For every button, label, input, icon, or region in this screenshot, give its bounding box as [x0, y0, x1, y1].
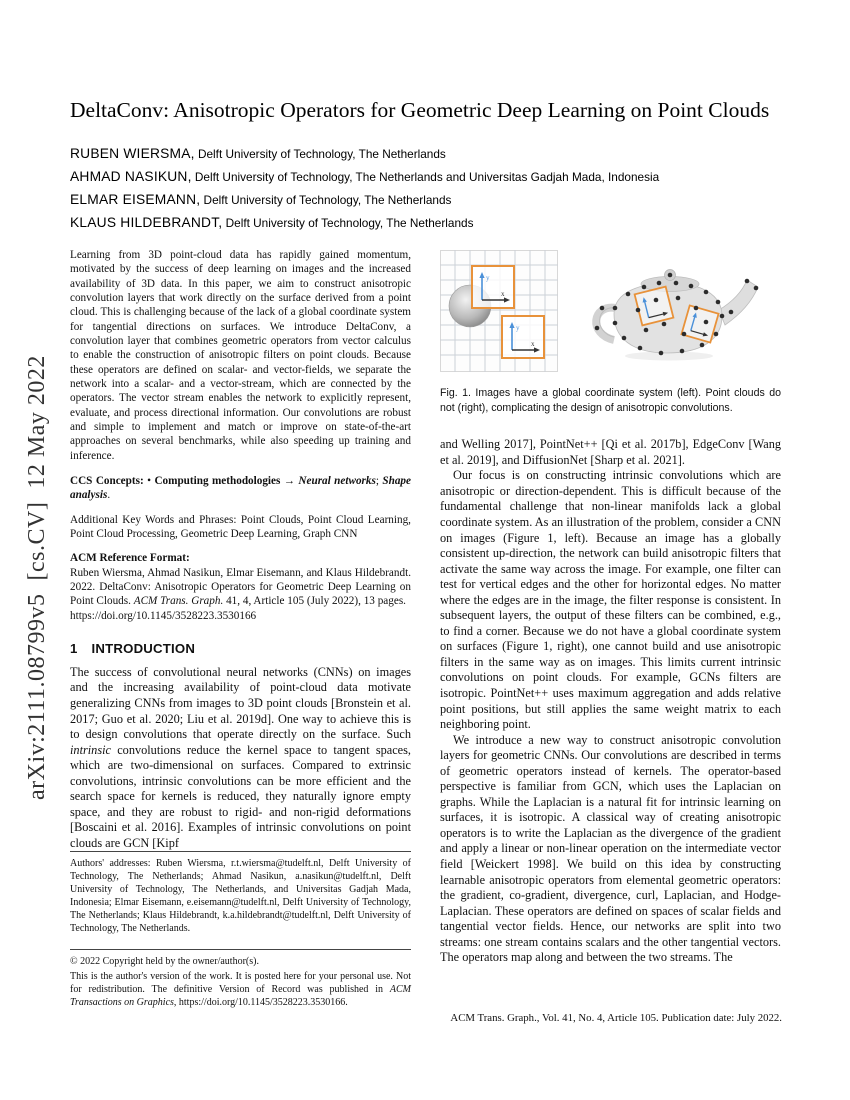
ccs-arrow: →: [280, 474, 299, 487]
section-heading-introduction: [70, 641, 411, 656]
body-paragraph: and Welling 2017], PointNet++ [Qi et al. 2017b], EdgeConv [Wang et al. 2019], and DiffusionNet [Sharp et al. 2021].: [440, 437, 781, 467]
keywords: [70, 513, 411, 542]
paper-content: [70, 96, 782, 1009]
ccs-concept: Computing methodologies: [154, 474, 281, 487]
left-column: [70, 248, 411, 1009]
acmref-label: ACM Reference Format:: [70, 552, 190, 565]
author-line: [70, 191, 782, 209]
version-journal: ACM Transactions on Graphics: [70, 984, 411, 1009]
author-line: [70, 145, 782, 163]
right-column: [440, 248, 781, 990]
acm-reference-format: [70, 551, 411, 623]
section-number: 1: [70, 640, 78, 656]
version-text: , https://doi.org/10.1145/3528223.3530166.: [173, 997, 348, 1009]
axis-y-label: y: [516, 324, 520, 332]
tangent-window-a: [635, 287, 674, 326]
footnote-block: [70, 851, 411, 1011]
version-notice: [70, 970, 411, 1009]
axis-x-label: x: [531, 340, 535, 348]
author-name: ELMAR EISEMANN,: [70, 192, 201, 207]
version-text: This is the author's version of the work. It is posted here for your personal use. Not for redistribution. The definitive Version of Record was published in: [70, 971, 411, 996]
author-block: [70, 145, 782, 232]
author-name: KLAUS HILDEBRANDT,: [70, 215, 223, 230]
figure-1-image-grid: [440, 250, 558, 372]
author-affiliation: Delft University of Technology, The Netherlands and Universitas Gadjah Mada, Indonesia: [191, 170, 660, 184]
section-title: INTRODUCTION: [91, 640, 196, 656]
abstract: Learning from 3D point-cloud data has rapidly gained momentum, motivated by the success of deep learning on images and the increased availability of 3D data. In this paper, we aim to construct anisotropic convolution layers that work directly on the surface derived from a point cloud. This is challenging because of the lack of a global coordinate system for tangential directions on surfaces. We introduce DeltaConv, a convolution layer that combines geometric operators from vector calculus to enable the construction of anisotropic filters on point clouds. Because these operators are defined on scalar- and vector-fields, we separate the network into a scalar- and a vector-stream, which are connected by the operators. The vector stream enables the network to explicitly represent, evaluate, and process directional information. Our convolutions are robust and simple to implement and match or improve on state-of-the-art approaches on several benchmarks, while also speeding up training and inference.: [70, 249, 411, 462]
author-affiliation: Delft University of Technology, The Netherlands: [222, 216, 474, 230]
body-paragraph: Our focus is on constructing intrinsic convolutions which are anisotropic or direction-dependent. This is difficult because of the fundamental challenge that non-linear manifolds lack a global coordinate system. As an illustration of the problem, consider a CNN on images (Figure 1, left). Because an image has a globally consistent up-direction, the network can build anisotropic filters that activate the same way across the image. For example, one filter can test for vertical edges and the other for horizontal edges. No matter where the edges are in the image, the filter response is consistent. In subsequent layers, the output of these filters can be combined, e.g., to find a corner. Because we do not have a global coordinate system on surfaces (Figure 1, right), one cannot build and use anisotropic filters in the same way as on images. This limits current intrinsic convolutions on point clouds. For example, GCNs filters are isotropic. PointNet++ uses maximum aggregation and adds relative point positions, but still applies the same weight matrix to each neighboring point.: [440, 468, 781, 732]
author-affiliation: Delft University of Technology, The Netherlands: [194, 147, 446, 161]
keywords-label: Additional Key Words and Phrases:: [70, 513, 237, 526]
filter-window-b: [502, 316, 544, 358]
filter-window-a: [472, 266, 514, 308]
doi-link[interactable]: https://doi.org/10.1145/3528223.3530166: [70, 609, 257, 622]
ccs-concept: Neural networks: [298, 474, 376, 487]
figure-caption-text: Images have a global coordinate system (left). Point clouds do not (right), complicating the design of anisotropic convolutions.: [440, 387, 781, 414]
ccs-concepts: [70, 474, 411, 503]
copyright-line: © 2022 Copyright held by the owner/author(s).: [70, 956, 259, 968]
ccs-period: .: [107, 489, 111, 502]
intro-text: The success of convolutional neural networks (CNNs) on images and the increasing availability of point-cloud data motivate generalizing CNNs from images to 3D point clouds [Bronstein et al. 2017; Guo et al. 2020; Liu et al. 2019d]. One way to achieve this is to design convolutions that operate directly on the surface. Such: [70, 664, 411, 742]
author-affiliation: Delft University of Technology, The Netherlands: [200, 193, 452, 207]
author-name: AHMAD NASIKUN,: [70, 169, 192, 184]
acmref-journal: ACM Trans. Graph.: [133, 595, 224, 608]
running-footer: ACM Trans. Graph., Vol. 41, No. 4, Article 105. Publication date: July 2022.: [450, 1012, 782, 1024]
author-name: RUBEN WIERSMA,: [70, 146, 195, 161]
copyright-block: [70, 949, 411, 1009]
paper-title: DeltaConv: Anisotropic Operators for Geometric Deep Learning on Point Clouds: [70, 98, 770, 122]
intro-paragraph: [70, 665, 411, 852]
intro-text: convolutions reduce the kernel space to tangent spaces, which are two-dimensional on surfaces. Compared to extrinsic convolutions, intrinsic convolutions can be more efficient and the search space for kernels is reduced, they naturally ignore empty space, and they are robust to rigid- and non-rigid deformations [Boscaini et al. 2016]. Examples of intrinsic convolutions on point clouds are GCN [Kipf: [70, 742, 411, 850]
ccs-concept: Shape analysis: [70, 474, 411, 502]
figure-1-caption: [440, 386, 781, 415]
author-addresses: Authors' addresses: Ruben Wiersma, r.t.wiersma@tudelft.nl, Delft University of Technology, The Netherlands; Ahmad Nasikun, a.nasikun@tudelft.nl, Delft University of Technology, The Netherlands, and Universitas Gadjah Mada, Indonesia; Elmar Eisemann, e.eisemann@tudelft.nl, Delft University of Technology, The Netherlands; Klaus Hildebrandt, k.a.hildebrandt@tudelft.nl, Delft University of Technology, The Netherlands.: [70, 851, 411, 935]
axis-y-label: y: [486, 274, 490, 282]
author-line: [70, 168, 782, 186]
ccs-label: CCS Concepts:: [70, 474, 144, 487]
keywords-text: Point Clouds, Point Cloud Learning, Point Cloud Processing, Geometric Deep Learning, Graph CNN: [70, 513, 411, 540]
figure-caption-label: Fig. 1.: [440, 387, 471, 399]
body-paragraph: We introduce a new way to construct anisotropic convolution layers for geometric CNNs. Our convolutions are described in terms of geometric operators instead of kernels. The operator-based perspective is familiar from GCN, which uses the Laplacian on graphs. While the Laplacian is a natural fit for intrinsic learning on surfaces, it is isotropic. A classical way of creating anisotropic operators is to write the Laplacian as the divergence of the gradient and apply a linear or non-linear operation on the intermediate vector field [Weickert 1998]. We build on this idea by constructing learnable anisotropic operators from elemental geometric operators: the gradient, co-gradient, divergence, curl, Laplacian, and Hodge-Laplacian. These operators are defined on spaces of scalar fields and tangential vector fields. Hence, our networks are split into two streams: one stream contains scalars and the other tangential vectors. The operators map along and between the two streams. The: [440, 732, 781, 965]
acmref-text: 41, 4, Article 105 (July 2022), 13 pages.: [223, 595, 406, 608]
two-column-body: [70, 248, 782, 1009]
right-column-text: [440, 437, 781, 966]
axis-x-label: x: [501, 290, 505, 298]
figure-1: [440, 250, 781, 372]
ccs-separator: ;: [375, 474, 383, 487]
figure-1-teapot-pointcloud: [566, 250, 781, 372]
author-line: [70, 214, 782, 232]
arxiv-watermark: arXiv:2111.08799v5 [cs.CV] 12 May 2022: [24, 355, 50, 800]
acmref-text: Ruben Wiersma, Ahmad Nasikun, Elmar Eisemann, and Klaus Hildebrandt. 2022. DeltaConv: Anisotropic Operators for Geometric Deep Learning on Point Clouds.: [70, 566, 411, 608]
intro-text-italic: intrinsic: [70, 742, 111, 757]
ccs-bullet: •: [143, 474, 155, 487]
